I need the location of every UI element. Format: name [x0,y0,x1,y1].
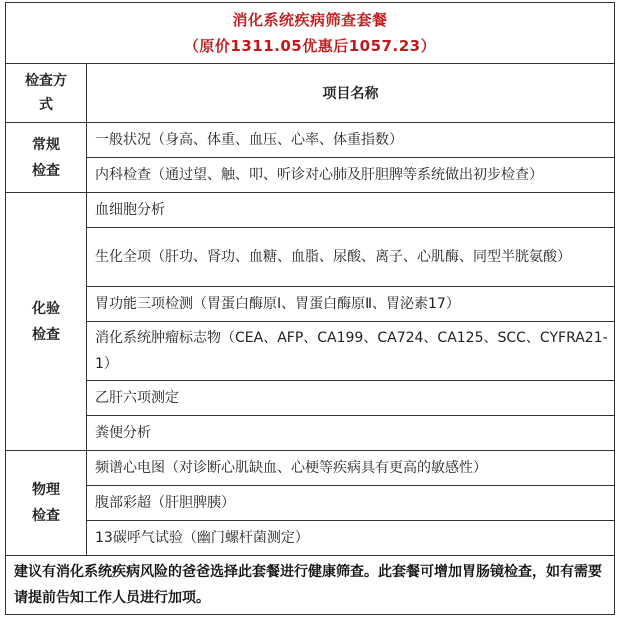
table-row [6,158,615,193]
list-item: 生化全项（肝功、肾功、血糖、血脂、尿酸、离子、心肌酶、同型半胱氨酸） [87,228,615,287]
table-row [6,123,615,158]
table-row [6,416,615,451]
table-row [6,287,615,322]
header-category: 检查方式 [6,64,87,123]
category-physical: 物理检查 [6,451,87,556]
table-row [6,486,615,521]
footer-row [6,556,615,615]
package-title [6,3,615,64]
list-item: 乙肝六项测定 [87,381,615,416]
list-item: 粪便分析 [87,416,615,451]
table-row [6,228,615,287]
package-price: （原价1311.05优惠后1057.23） [183,37,437,55]
category-routine: 常规检查 [6,123,87,193]
package-name: 消化系统疾病筛查套餐 [232,11,388,29]
table-row [6,451,615,486]
table-row [6,193,615,228]
header-item-name: 项目名称 [87,64,615,123]
table-row [6,381,615,416]
recommendation-note: 建议有消化系统疾病风险的爸爸选择此套餐进行健康筛查。此套餐可增加胃肠镜检查，如有需要请提前告知工作人员进行加项。 [6,556,615,615]
list-item: 腹部彩超（肝胆脾胰） [87,486,615,521]
list-item: 一般状况（身高、体重、血压、心率、体重指数） [87,123,615,158]
list-item: 13碳呼气试验（幽门螺杆菌测定） [87,521,615,556]
category-lab: 化验检查 [6,193,87,451]
list-item: 内科检查（通过望、触、叩、听诊对心肺及肝胆脾等系统做出初步检查） [87,158,615,193]
list-item: 消化系统肿瘤标志物（CEA、AFP、CA199、CA724、CA125、SCC、CYFRA21-1） [87,322,615,381]
table-row [6,521,615,556]
list-item: 血细胞分析 [87,193,615,228]
checkup-package-table [5,2,615,615]
table-row [6,322,615,381]
list-item: 频谱心电图（对诊断心肌缺血、心梗等疾病具有更高的敏感性） [87,451,615,486]
header-row [6,64,615,123]
title-row [6,3,615,64]
list-item: 胃功能三项检测（胃蛋白酶原Ⅰ、胃蛋白酶原Ⅱ、胃泌素17） [87,287,615,322]
